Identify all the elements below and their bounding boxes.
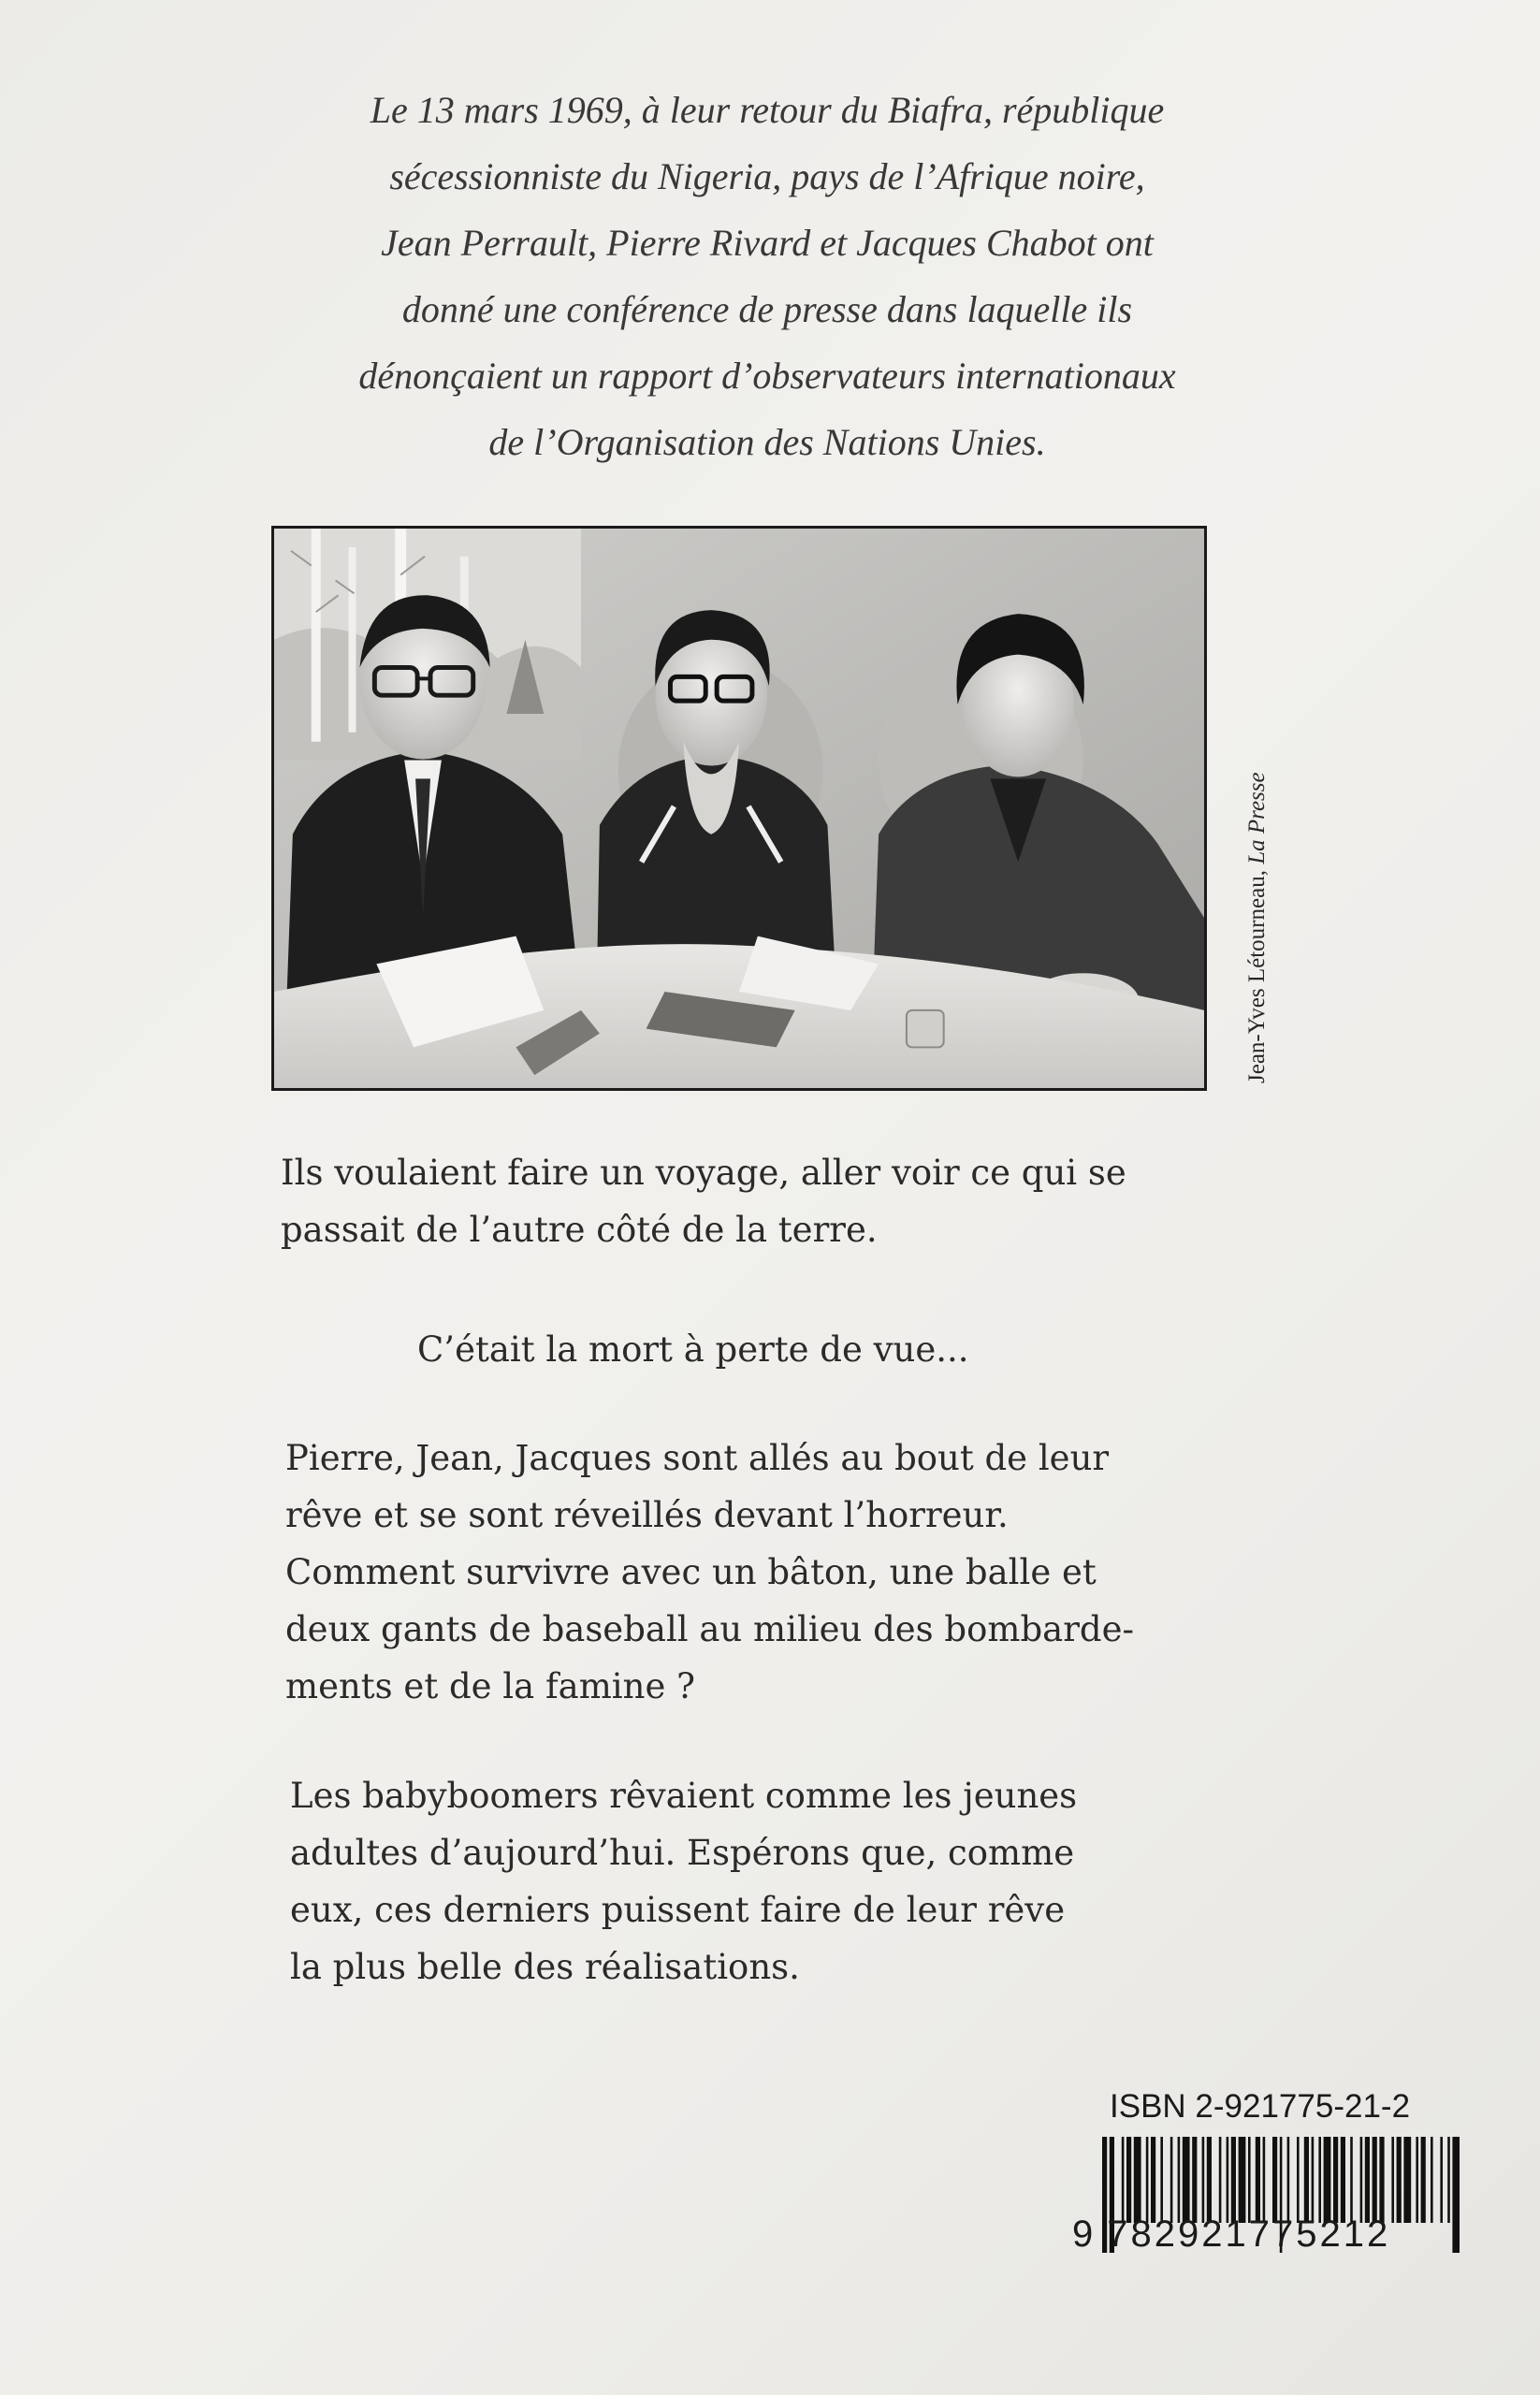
barcode-bar <box>1440 2137 1443 2223</box>
barcode-bar <box>1318 2137 1321 2223</box>
barcode-bar <box>1151 2137 1155 2223</box>
barcode-bar <box>1239 2137 1246 2223</box>
barcode-bar <box>1373 2137 1377 2223</box>
body-line: adultes d’aujourd’hui. Espérons que, comme <box>290 1833 1075 1873</box>
barcode-bar <box>1421 2137 1426 2223</box>
barcode-bar <box>1447 2137 1450 2223</box>
barcode-bar <box>1263 2137 1266 2223</box>
body-paragraph-4 <box>290 1767 1077 1996</box>
isbn-label: ISBN 2-921775-21-2 <box>1110 2088 1411 2125</box>
barcode-bar <box>1391 2137 1394 2223</box>
barcode-bar <box>1431 2137 1433 2223</box>
barcode-bar <box>1350 2137 1353 2223</box>
body-line: passait de l’autre côté de la terre. <box>281 1210 878 1250</box>
barcode-bar <box>1365 2137 1370 2223</box>
barcode-bar <box>1256 2137 1260 2223</box>
body-line: ments et de la famine ? <box>285 1666 695 1706</box>
barcode-bar <box>1379 2137 1384 2223</box>
barcode-number <box>1072 2214 1390 2256</box>
barcode-bar <box>1272 2137 1277 2223</box>
barcode-bar <box>1122 2137 1125 2223</box>
barcode-bar <box>1403 2137 1411 2223</box>
intro-line: de l’Organisation des Nations Unies. <box>488 421 1046 463</box>
barcode-bar <box>1178 2137 1181 2223</box>
intro-line: sécessionniste du Nigeria, pays de l’Afrique noire, <box>389 155 1145 197</box>
barcode-bar <box>1146 2137 1149 2223</box>
body-line: rêve et se sont réveillés devant l’horreur. <box>285 1495 1009 1535</box>
body-paragraph-1 <box>281 1144 1126 1258</box>
body-line: C’était la mort à perte de vue... <box>417 1329 969 1370</box>
body-line: deux gants de baseball au milieu des bombarde- <box>285 1609 1134 1649</box>
barcode-bar <box>1416 2137 1418 2223</box>
intro-line: Jean Perrault, Pierre Rivard et Jacques Chabot ont <box>381 222 1154 264</box>
barcode-bar <box>1219 2137 1222 2223</box>
barcode-bar <box>1341 2137 1345 2223</box>
body-line: la plus belle des réalisations. <box>290 1947 800 1987</box>
photo-credit-name: Jean-Yves Létourneau, <box>1244 864 1270 1083</box>
barcode-bar <box>1333 2137 1338 2223</box>
photo-illustration <box>274 529 1204 1088</box>
body-line: Ils voulaient faire un voyage, aller voir ce qui se <box>281 1153 1126 1193</box>
body-line: Les babyboomers rêvaient comme les jeunes <box>290 1776 1078 1816</box>
barcode-bar <box>1134 2137 1141 2223</box>
photo-credit <box>1244 772 1271 1083</box>
barcode-bar <box>1397 2137 1402 2223</box>
body-paragraph-3 <box>285 1430 1134 1715</box>
barcode-bar <box>1452 2137 1460 2253</box>
barcode-lead-digit: 9 <box>1072 2214 1097 2255</box>
barcode-bar <box>1183 2137 1190 2223</box>
barcode-bar <box>1324 2137 1331 2223</box>
barcode-bar <box>1304 2137 1309 2223</box>
press-conference-photo <box>271 526 1207 1091</box>
barcode-bar <box>1227 2137 1229 2223</box>
barcode-bar <box>1160 2137 1163 2223</box>
body-line: eux, ces derniers puissent faire de leur rêve <box>290 1890 1066 1930</box>
intro-line: dénonçaient un rapport d’observateurs internationaux <box>358 355 1176 397</box>
barcode-bar <box>1126 2137 1131 2223</box>
body-paragraph-2 <box>417 1321 969 1378</box>
intro-line: donné une conférence de presse dans laquelle ils <box>401 288 1133 330</box>
body-line: Comment survivre avec un bâton, une balle et <box>285 1552 1097 1592</box>
barcode-bar <box>1287 2137 1290 2223</box>
barcode-bar <box>1207 2137 1212 2223</box>
barcode-bar <box>1202 2137 1205 2223</box>
barcode-bar <box>1297 2137 1300 2223</box>
body-line: Pierre, Jean, Jacques sont allés au bout de leur <box>285 1438 1110 1478</box>
barcode-bar <box>1231 2137 1236 2223</box>
barcode-bar <box>1312 2137 1315 2223</box>
barcode-digits: 782921775212 <box>1107 2214 1391 2255</box>
intro-paragraph <box>281 77 1254 475</box>
barcode-bar <box>1248 2137 1251 2223</box>
barcode-bar <box>1360 2137 1363 2223</box>
intro-line: Le 13 mars 1969, à leur retour du Biafra, république <box>370 89 1165 131</box>
barcode-bar <box>1170 2137 1173 2223</box>
barcode-bar <box>1192 2137 1197 2223</box>
photo-credit-publication: La Presse <box>1244 772 1270 864</box>
